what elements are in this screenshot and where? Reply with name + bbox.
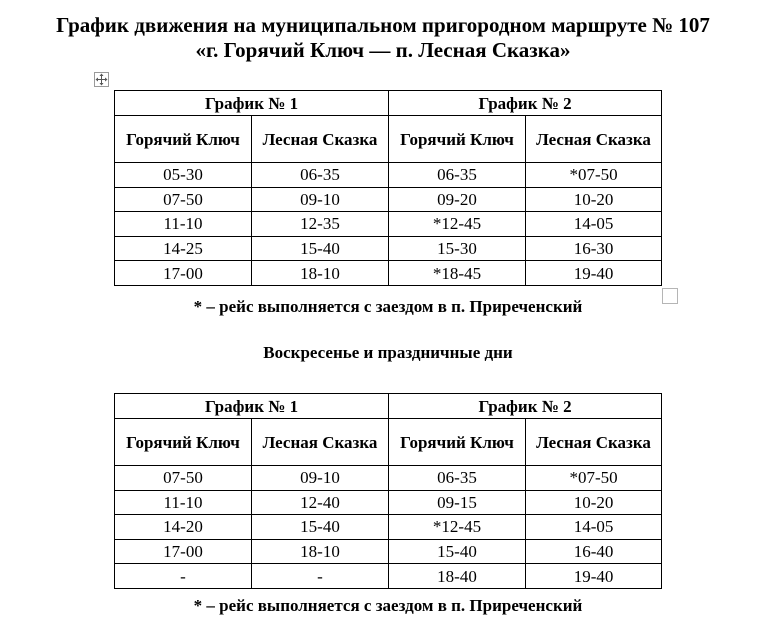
table-cell: 14-05: [526, 515, 662, 540]
table-cell: 05-30: [115, 163, 252, 188]
table-cell: 14-20: [115, 515, 252, 540]
column-header: Лесная Сказка: [252, 419, 389, 466]
table-cell: 10-20: [526, 490, 662, 515]
table-row: [115, 212, 662, 237]
table-cell: 09-10: [252, 187, 389, 212]
table-cell: 19-40: [526, 564, 662, 589]
schedule-2-header: График № 2: [389, 91, 662, 116]
table-row: [115, 187, 662, 212]
table-cell: 06-35: [389, 466, 526, 491]
table-cell: 06-35: [389, 163, 526, 188]
table-stop-header-row: [115, 116, 662, 163]
table-cell: 12-35: [252, 212, 389, 237]
table-cell: -: [252, 564, 389, 589]
table-group-header-row: [115, 91, 662, 116]
route-name: «г. Горячий Ключ — п. Лесная Сказка»: [195, 38, 571, 62]
column-header: Горячий Ключ: [389, 116, 526, 163]
table-cell: -: [115, 564, 252, 589]
schedule-1-header: График № 1: [115, 91, 389, 116]
table-cell: *07-50: [526, 163, 662, 188]
table-group-header-row: [115, 394, 662, 419]
table-cell: 15-40: [252, 236, 389, 261]
table-cell: 17-00: [115, 261, 252, 286]
move-arrows-icon[interactable]: [94, 72, 109, 87]
table-cell: 09-15: [389, 490, 526, 515]
table-cell: 10-20: [526, 187, 662, 212]
table-cell: 18-40: [389, 564, 526, 589]
table-cell: *12-45: [389, 515, 526, 540]
table-row: [115, 515, 662, 540]
table-cell: 12-40: [252, 490, 389, 515]
column-header: Горячий Ключ: [115, 419, 252, 466]
table-cell: 18-10: [252, 539, 389, 564]
table-cell: 19-40: [526, 261, 662, 286]
schedule-2-header: График № 2: [389, 394, 662, 419]
table-cell: 09-10: [252, 466, 389, 491]
table-row: [115, 564, 662, 589]
table-cell: 17-00: [115, 539, 252, 564]
table-cell: 14-25: [115, 236, 252, 261]
table-cell: 11-10: [115, 212, 252, 237]
table-cell: 09-20: [389, 187, 526, 212]
column-header: Горячий Ключ: [389, 419, 526, 466]
table-cell: 18-10: [252, 261, 389, 286]
table-row: [115, 163, 662, 188]
footnote: * – рейс выполняется с заездом в п. Приреченский: [193, 297, 583, 316]
schedule-1-header: График № 1: [115, 394, 389, 419]
column-header: Лесная Сказка: [252, 116, 389, 163]
page-title: График движения на муниципальном пригородном маршруте № 107: [56, 13, 710, 37]
table-cell: 07-50: [115, 466, 252, 491]
column-header: Лесная Сказка: [526, 116, 662, 163]
table-row: [115, 539, 662, 564]
column-header: Лесная Сказка: [526, 419, 662, 466]
table-cell: 15-40: [252, 515, 389, 540]
table-cell: 15-30: [389, 236, 526, 261]
column-header: Горячий Ключ: [115, 116, 252, 163]
table-cell: 15-40: [389, 539, 526, 564]
table-cell: 07-50: [115, 187, 252, 212]
table-cell: *07-50: [526, 466, 662, 491]
table-cell: 06-35: [252, 163, 389, 188]
holiday-schedule-table: [114, 393, 662, 589]
table-row: [115, 236, 662, 261]
table-cell: *12-45: [389, 212, 526, 237]
table-cell: 16-30: [526, 236, 662, 261]
weekday-schedule-table: [114, 90, 662, 286]
table-row: [115, 490, 662, 515]
table-row: [115, 466, 662, 491]
table-cell: 16-40: [526, 539, 662, 564]
table-cell: *18-45: [389, 261, 526, 286]
section-heading: Воскресенье и праздничные дни: [263, 343, 513, 362]
table-row: [115, 261, 662, 286]
table-stop-header-row: [115, 419, 662, 466]
table-cell: 14-05: [526, 212, 662, 237]
footnote: * – рейс выполняется с заездом в п. Приреченский: [193, 596, 583, 615]
table-cell: 11-10: [115, 490, 252, 515]
